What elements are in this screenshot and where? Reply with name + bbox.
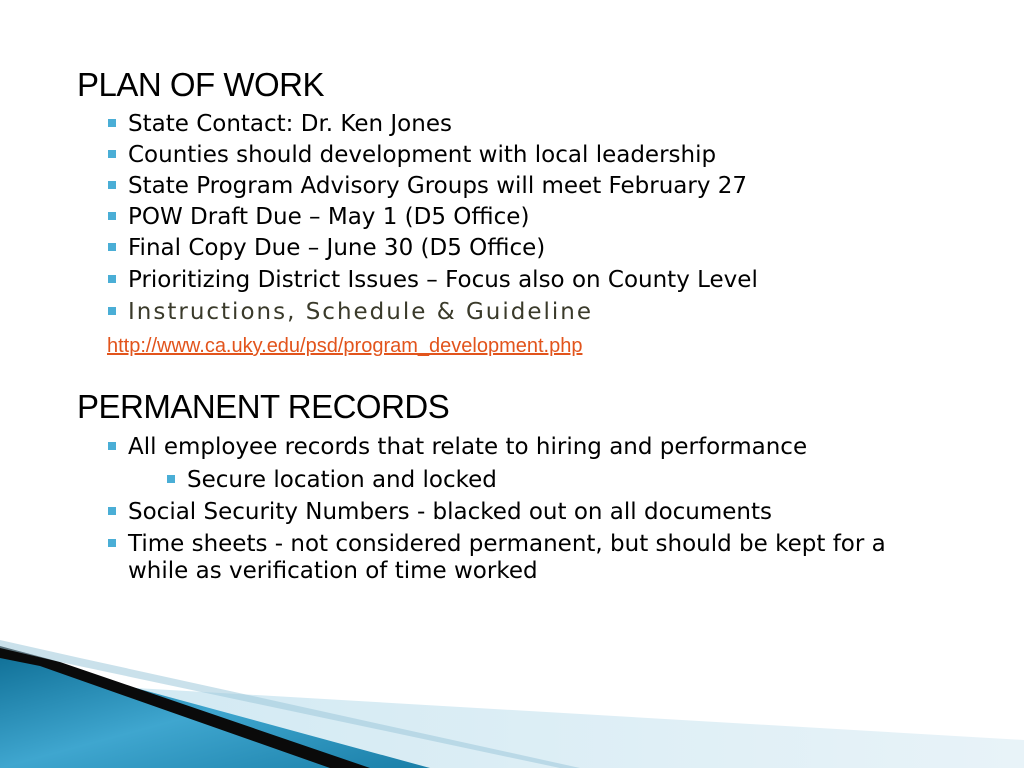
bullet-item: Counties should development with local leadership [108, 142, 716, 169]
square-bullet-icon [108, 119, 116, 127]
bullet-item: Final Copy Due – June 30 (D5 Office) [108, 235, 545, 262]
bullet-item: Social Security Numbers - blacked out on all documents [108, 499, 772, 526]
program-development-link[interactable]: http://www.ca.uky.edu/psd/program_development.php [107, 335, 583, 357]
bullet-item: State Program Advisory Groups will meet February 27 [108, 173, 747, 200]
bullet-item: All employee records that relate to hiring and performance [108, 434, 807, 461]
bullet-item: Prioritizing District Issues – Focus also on County Level [108, 267, 758, 294]
square-bullet-icon [108, 212, 116, 220]
square-bullet-icon [108, 243, 116, 251]
square-bullet-icon [108, 181, 116, 189]
bullet-item: State Contact: Dr. Ken Jones [108, 111, 452, 138]
section-title-permanent-records: PERMANENT RECORDS [77, 388, 450, 425]
square-bullet-icon [108, 150, 116, 158]
square-bullet-icon [108, 539, 116, 547]
section-title-plan-of-work: PLAN OF WORK [77, 66, 325, 103]
sub-bullet-item: Secure location and locked [167, 467, 497, 494]
square-bullet-icon [108, 507, 116, 515]
bullet-item: Time sheets - not considered permanent, but should be kept for a while as verification of time worked [108, 531, 928, 585]
footer-wave-decoration [0, 640, 1024, 768]
square-bullet-icon [108, 442, 116, 450]
square-bullet-icon [108, 307, 116, 315]
bullet-item: Instructions, Schedule & Guideline [108, 299, 593, 326]
square-bullet-icon [108, 275, 116, 283]
bullet-item: POW Draft Due – May 1 (D5 Office) [108, 204, 529, 231]
square-bullet-icon [167, 475, 175, 483]
